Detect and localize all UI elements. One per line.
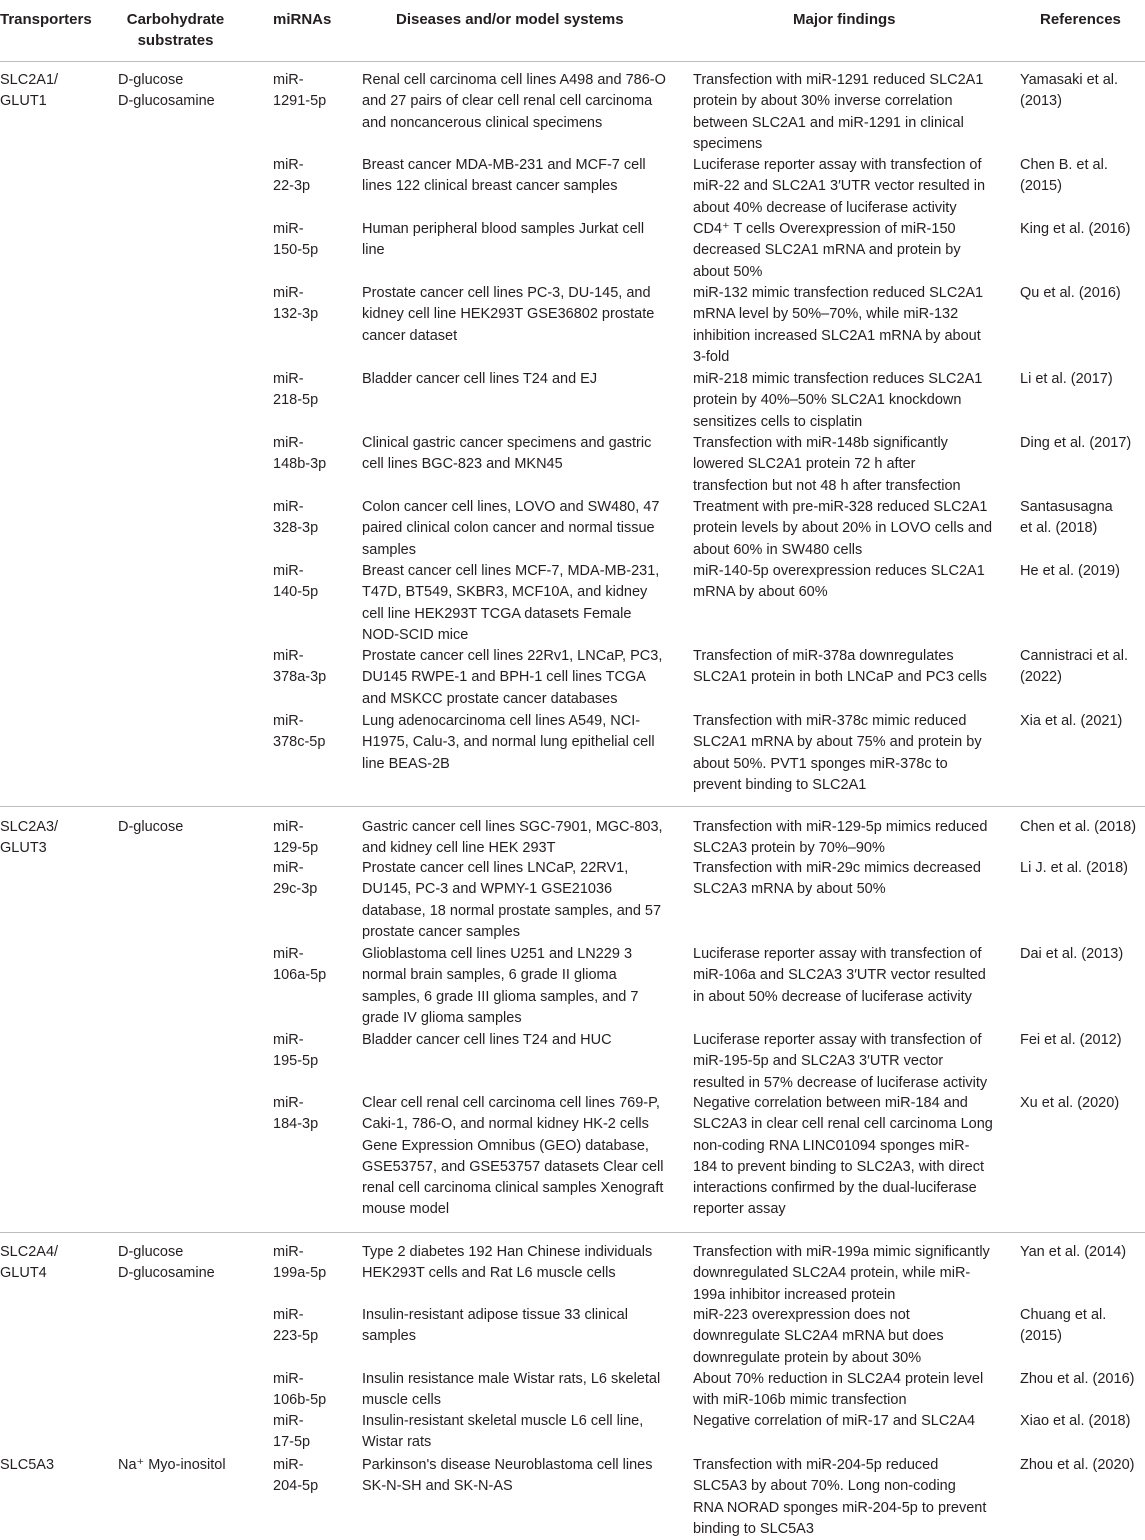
disease-cell: Insulin-resistant skeletal muscle L6 cell line, Wistar rats [362,1413,644,1451]
findings-cell: Transfection of miR-378a downregulates SLC2A1 protein in both LNCaP and PC3 cells [693,648,987,686]
reference-cell: Li J. et al. (2018) [1020,860,1128,876]
disease-cell: Parkinson's disease Neuroblastoma cell lines SK-N-SH and SK-N-AS [362,1457,653,1495]
header-mirnas: miRNAs [273,11,332,28]
findings-cell: Transfection with miR-378c mimic reduced SLC2A1 mRNA by about 75% and protein by about 50%. PVT1 sponges miR-378c to prevent binding to SLC2A1 [693,713,982,793]
mirna-cell: miR- 204-5p [273,1457,319,1495]
reference-cell: Santasusagna et al. (2018) [1020,499,1113,537]
findings-cell: miR-223 overexpression does not downregulate SLC2A4 mRNA but does downregulate protein by about 30% [693,1307,944,1366]
findings-cell: miR-132 mimic transfection reduced SLC2A1 mRNA level by 50%–70%, while miR-132 inhibition increased SLC2A1 mRNA by about 3-fold [693,285,984,365]
disease-cell: Bladder cancer cell lines T24 and HUC [362,1032,612,1048]
findings-cell: Negative correlation of miR-17 and SLC2A4 [693,1413,976,1429]
disease-cell: Insulin-resistant adipose tissue 33 clinical samples [362,1307,628,1345]
mirna-cell: miR- 378a-3p [273,648,327,686]
group-divider [0,1232,1145,1233]
substrates-cell: Na⁺ Myo-inositol [118,1457,226,1473]
reference-cell: Dai et al. (2013) [1020,946,1124,962]
transporter-cell: SLC2A4/ GLUT4 [0,1244,59,1282]
disease-cell: Gastric cancer cell lines SGC-7901, MGC-803, and kidney cell line HEK 293T [362,819,663,857]
findings-cell: CD4⁺ T cells Overexpression of miR-150 decreased SLC2A1 mRNA and protein by about 50% [693,221,961,280]
reference-cell: Xiao et al. (2018) [1020,1413,1131,1429]
header-diseases: Diseases and/or model systems [396,11,624,28]
mirna-cell: miR- 218-5p [273,371,319,409]
mirna-cell: miR- 29c-3p [273,860,318,898]
findings-cell: Luciferase reporter assay with transfection of miR-22 and SLC2A1 3′UTR vector resulted in about 40% decrease of luciferase activity [693,157,986,216]
reference-cell: Yamasaki et al. (2013) [1020,72,1119,110]
findings-cell: Transfection with miR-204-5p reduced SLC5A3 by about 70%. Long non-coding RNA NORAD sponges miR-204-5p to prevent binding to SLC5A3 [693,1457,987,1537]
mirna-cell: miR- 132-3p [273,285,319,323]
reference-cell: Zhou et al. (2020) [1020,1457,1135,1473]
disease-cell: Insulin resistance male Wistar rats, L6 skeletal muscle cells [362,1371,661,1409]
disease-cell: Type 2 diabetes 192 Han Chinese individuals HEK293T cells and Rat L6 muscle cells [362,1244,653,1282]
mirna-cell: miR- 199a-5p [273,1244,327,1282]
header-rule [0,61,1145,62]
group-divider [0,806,1145,807]
mirna-cell: miR- 148b-3p [273,435,327,473]
disease-cell: Prostate cancer cell lines PC-3, DU-145, and kidney cell line HEK293T GSE36802 prostate cancer dataset [362,285,655,344]
substrates-cell: D-glucose [118,819,184,835]
disease-cell: Prostate cancer cell lines 22Rv1, LNCaP, PC3, DU145 RWPE-1 and BPH-1 cell lines TCGA and MSKCC prostate cancer databases [362,648,663,707]
disease-cell: Lung adenocarcinoma cell lines A549, NCI- H1975, Calu-3, and normal lung epithelial cell line BEAS-2B [362,713,655,772]
mirna-cell: miR- 22-3p [273,157,311,195]
transporter-cell: SLC2A3/ GLUT3 [0,819,59,857]
findings-cell: Luciferase reporter assay with transfection of miR-195-5p and SLC2A3 3′UTR vector resulted in 57% decrease of luciferase activity [693,1032,988,1091]
reference-cell: Zhou et al. (2016) [1020,1371,1135,1387]
disease-cell: Colon cancer cell lines, LOVO and SW480, 47 paired clinical colon cancer and normal tissue samples [362,499,660,558]
disease-cell: Human peripheral blood samples Jurkat cell line [362,221,645,259]
transporter-cell: SLC2A1/ GLUT1 [0,72,59,110]
findings-cell: Transfection with miR-148b significantly lowered SLC2A1 protein 72 h after transfection but not 48 h after transfection [693,435,961,494]
disease-cell: Clinical gastric cancer specimens and gastric cell lines BGC-823 and MKN45 [362,435,652,473]
reference-cell: Xu et al. (2020) [1020,1095,1120,1111]
mirna-cell: miR- 223-5p [273,1307,319,1345]
reference-cell: Fei et al. (2012) [1020,1032,1122,1048]
header-transporters: Transporters [0,11,92,28]
mirna-cell: miR- 106b-5p [273,1371,327,1409]
header-findings: Major findings [793,11,896,28]
findings-cell: miR-140-5p overexpression reduces SLC2A1 mRNA by about 60% [693,563,985,601]
reference-cell: Li et al. (2017) [1020,371,1113,387]
substrates-cell: D-glucose D-glucosamine [118,1244,215,1282]
disease-cell: Glioblastoma cell lines U251 and LN229 3 normal brain samples, 6 grade II glioma samples, 6 grade III glioma samples, and 7 grade IV glioma samples [362,946,639,1026]
findings-cell: Luciferase reporter assay with transfection of miR-106a and SLC2A3 3′UTR vector resulted in about 50% decrease of luciferase activity [693,946,986,1005]
mirna-cell: miR- 140-5p [273,563,319,601]
table-header [0,0,1145,60]
reference-cell: King et al. (2016) [1020,221,1131,237]
mirna-cell: miR- 328-3p [273,499,319,537]
reference-cell: Yan et al. (2014) [1020,1244,1127,1260]
disease-cell: Renal cell carcinoma cell lines A498 and 786-O and 27 pairs of clear cell renal cell carcinoma and noncancerous clinical specimens [362,72,666,131]
reference-cell: Ding et al. (2017) [1020,435,1132,451]
findings-cell: miR-218 mimic transfection reduces SLC2A1 protein by 40%–50% SLC2A1 knockdown sensitizes cells to cisplatin [693,371,983,430]
disease-cell: Clear cell renal cell carcinoma cell lines 769-P, Caki-1, 786-O, and normal kidney HK-2 cells Gene Expression Omnibus (GEO) database, GSE53757, and GSE53757 datasets Clear cell renal cell carcinoma clinical samples Xenograft mouse model [362,1095,664,1218]
findings-cell: Transfection with miR-29c mimics decreased SLC2A3 mRNA by about 50% [693,860,981,898]
mirna-cell: miR- 184-3p [273,1095,319,1133]
disease-cell: Breast cancer MDA-MB-231 and MCF-7 cell lines 122 clinical breast cancer samples [362,157,646,195]
mirna-cell: miR- 17-5p [273,1413,311,1451]
findings-cell: Transfection with miR-199a mimic significantly downregulated SLC2A4 protein, while miR- 199a inhibitor increased protein [693,1244,990,1303]
mirna-cell: miR- 195-5p [273,1032,319,1070]
reference-cell: Chen et al. (2018) [1020,819,1137,835]
mirna-cell: miR- 378c-5p [273,713,326,751]
findings-cell: Negative correlation between miR-184 and SLC2A3 in clear cell renal cell carcinoma Long non-coding RNA LINC01094 sponges miR- 184 to prevent binding to SLC2A3, with direct interactions confirmed by the dual-luciferase reporter assay [693,1095,993,1218]
disease-cell: Prostate cancer cell lines LNCaP, 22RV1, DU145, PC-3 and WPMY-1 GSE21036 database, 18 normal prostate samples, and 57 prostate cancer samples [362,860,662,940]
reference-cell: Chen B. et al. (2015) [1020,157,1108,195]
header-substrates: Carbohydrate substrates [126,11,225,49]
disease-cell: Breast cancer cell lines MCF-7, MDA-MB-231, T47D, BT549, SKBR3, MCF10A, and kidney cell line HEK293T TCGA datasets Female NOD-SCID mice [362,563,660,643]
mirna-cell: miR- 1291-5p [273,72,327,110]
findings-cell: About 70% reduction in SLC2A4 protein level with miR-106b mimic transfection [693,1371,984,1409]
findings-cell: Transfection with miR-1291 reduced SLC2A1 protein by about 30% inverse correlation between SLC2A1 and miR-1291 in clinical specimens [693,72,984,152]
findings-cell: Transfection with miR-129-5p mimics reduced SLC2A3 protein by 70%–90% [693,819,988,857]
header-references: References [1040,11,1121,28]
reference-cell: Cannistraci et al. (2022) [1020,648,1128,686]
mirna-cell: miR- 129-5p [273,819,319,857]
substrates-cell: D-glucose D-glucosamine [118,72,215,110]
reference-cell: Xia et al. (2021) [1020,713,1123,729]
mirna-cell: miR- 150-5p [273,221,319,259]
reference-cell: Qu et al. (2016) [1020,285,1121,301]
reference-cell: Chuang et al. (2015) [1020,1307,1107,1345]
disease-cell: Bladder cancer cell lines T24 and EJ [362,371,598,387]
transporter-cell: SLC5A3 [0,1457,55,1473]
mirna-cell: miR- 106a-5p [273,946,327,984]
findings-cell: Treatment with pre-miR-328 reduced SLC2A1 protein levels by about 20% in LOVO cells and about 60% in SW480 cells [693,499,993,558]
reference-cell: He et al. (2019) [1020,563,1120,579]
